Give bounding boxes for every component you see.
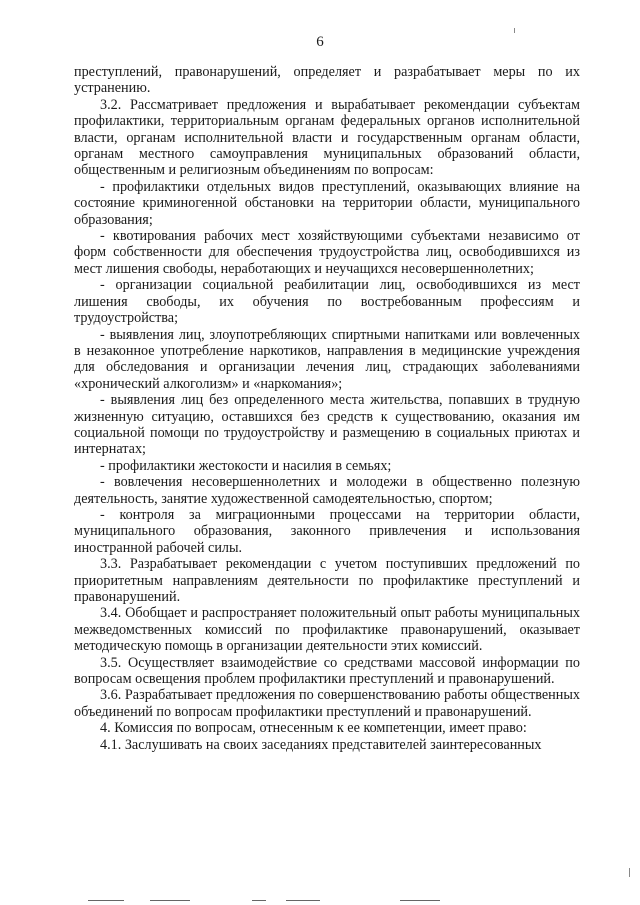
scan-artifact-2 (150, 900, 190, 901)
paragraph-4: 4. Комиссия по вопросам, отнесенным к ее компетенции, имеет право: (100, 720, 527, 737)
list-item-domestic-violence: - профилактики жестокости и насилия в семьях; (100, 457, 392, 474)
list-item-homeless: - выявления лиц без определенного места жительства, попавших в трудную жизненную ситуацию, оставшихся без средств к существованию, оказания им социальной помощи по трудоустройству и размещению в социальных приютах и интернатах; (74, 392, 580, 458)
paragraph-3-4: 3.4. Обобщает и распространяет положительный опыт работы муниципальных межведомственных комиссий по профилактике правонарушений, оказывает методическую помощь в организации деятельности этих комиссий. (74, 605, 580, 655)
scan-artifact-3 (252, 900, 266, 901)
paragraph-3-5: 3.5. Осуществляет взаимодействие со средствами массовой информации по вопросам освещения проблем профилактики преступлений и правонарушений. (74, 654, 580, 688)
list-item-youth-engagement: - вовлечения несовершеннолетних и молодежи в общественно полезную деятельность, занятие художественной самодеятельностью, спортом; (74, 474, 580, 507)
page-number: 6 (316, 34, 324, 50)
list-item-crime-prevention: - профилактики отдельных видов преступлений, оказывающих влияние на состояние криминогенной обстановки на территории области, муниципального образования; (74, 178, 580, 228)
document-body (74, 64, 580, 753)
list-item-migration-control: - контроля за миграционными процессами на территории области, муниципального образования, законного привлечения и использования иностранной рабочей силы. (74, 506, 580, 556)
list-item-job-quotas: - квотирования рабочих мест хозяйствующими субъектами независимо от форм собственности для обеспечения трудоустройства лиц, освободившихся из мест лишения свободы, неработающих и неучащихся несовершеннолетних; (74, 228, 580, 277)
paragraph-3-3: 3.3. Разрабатывает рекомендации с учетом поступивших предложений по приоритетным направлениям деятельности по профилактике преступлений и правонарушений. (74, 556, 580, 605)
list-item-substance-abuse: - выявления лиц, злоупотребляющих спиртными напитками или вовлеченных в незаконное употребление наркотиков, направления в медицинские учреждения для обследования и организации лечения лиц, страдающих заболеваниями «хронический алкоголизм» и «наркомания»; (74, 326, 580, 392)
list-item-social-rehabilitation: - организации социальной реабилитации лиц, освободившихся из мест лишения свободы, их обучения по востребованным профессиям и трудоустройства; (74, 277, 580, 327)
scan-artifact-1 (88, 900, 124, 901)
paragraph-continuation: преступлений, правонарушений, определяет и разрабатывает меры по их устранению. (74, 64, 580, 97)
paragraph-3-2: 3.2. Рассматривает предложения и вырабатывает рекомендации субъектам профилактики, территориальным органам федеральных органов исполнительной власти, органам исполнительной власти и государственным органам области, органам местного самоуправления муниципальных образований области, общественным и религиозным объединениям по вопросам: (74, 96, 580, 179)
paragraph-4-1: 4.1. Заслушивать на своих заседаниях представителей заинтересованных (100, 736, 542, 753)
paragraph-3-6: 3.6. Разрабатывает предложения по совершенствованию работы общественных объединений по вопросам профилактики преступлений и правонарушений. (74, 687, 580, 720)
scan-artifact-4 (286, 900, 320, 901)
scan-artifact-5 (400, 900, 440, 901)
scan-mark-right (629, 868, 630, 877)
